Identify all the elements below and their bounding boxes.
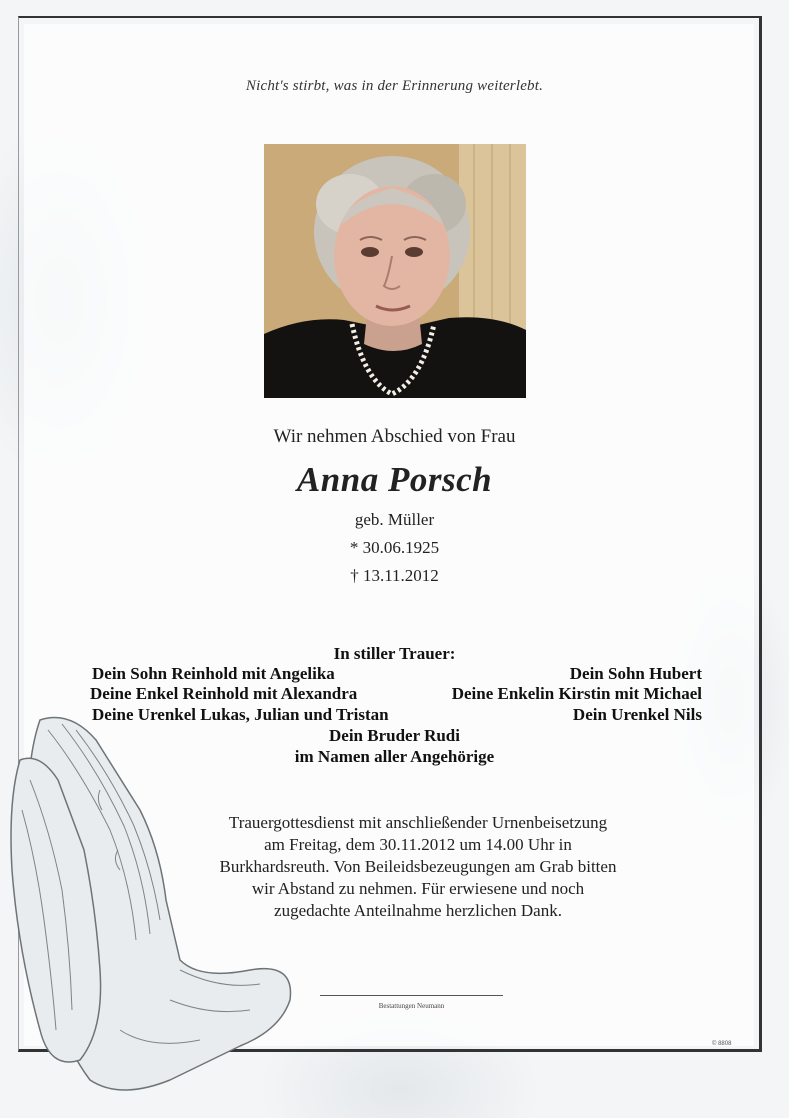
motto: Nicht's stirbt, was in der Erinnerung weiterlebt. [245, 78, 544, 94]
maiden-name: geb. Müller [354, 510, 435, 529]
service-line-3: Burkhardsreuth. Von Beileidsbezeugungen am Grab bitten [219, 857, 617, 876]
mourner-relatives: im Namen aller Angehörige [294, 747, 495, 766]
funeral-home: Bestattungen Neumann [378, 1002, 445, 1010]
intro-text: Wir nehmen Abschied von Frau [273, 426, 516, 447]
mourner-great-grandson: Dein Urenkel Nils [572, 705, 702, 724]
deceased-name: Anna Porsch [296, 460, 493, 499]
mourner-granddaughter: Deine Enkelin Kirstin mit Michael [451, 684, 702, 703]
service-line-5: zugedachte Anteilnahme herzlichen Dank. [274, 901, 562, 920]
signature-line [320, 995, 503, 996]
mourning-heading: In stiller Trauer: [333, 644, 456, 663]
mourner-son-hubert: Dein Sohn Hubert [569, 664, 702, 683]
service-line-4: wir Abstand zu nehmen. Für erwiesene und noch [251, 879, 585, 898]
mourner-great-grandchildren: Deine Urenkel Lukas, Julian und Tristan [92, 705, 389, 724]
service-line-2: am Freitag, dem 30.11.2012 um 14.00 Uhr in [264, 835, 572, 854]
service-line-1: Trauergottesdienst mit anschließender Urnenbeisetzung [228, 813, 608, 832]
portrait-photo [264, 144, 526, 398]
birth-date: * 30.06.1925 [349, 538, 440, 557]
praying-hands-icon [0, 700, 310, 1118]
printer-mark: © 8808 [712, 1041, 732, 1047]
death-date: † 13.11.2012 [350, 566, 439, 585]
mourner-brother: Dein Bruder Rudi [329, 726, 460, 745]
mourner-grandchildren: Deine Enkel Reinhold mit Alexandra [90, 684, 358, 703]
mourner-son-reinhold: Dein Sohn Reinhold mit Angelika [92, 664, 335, 683]
